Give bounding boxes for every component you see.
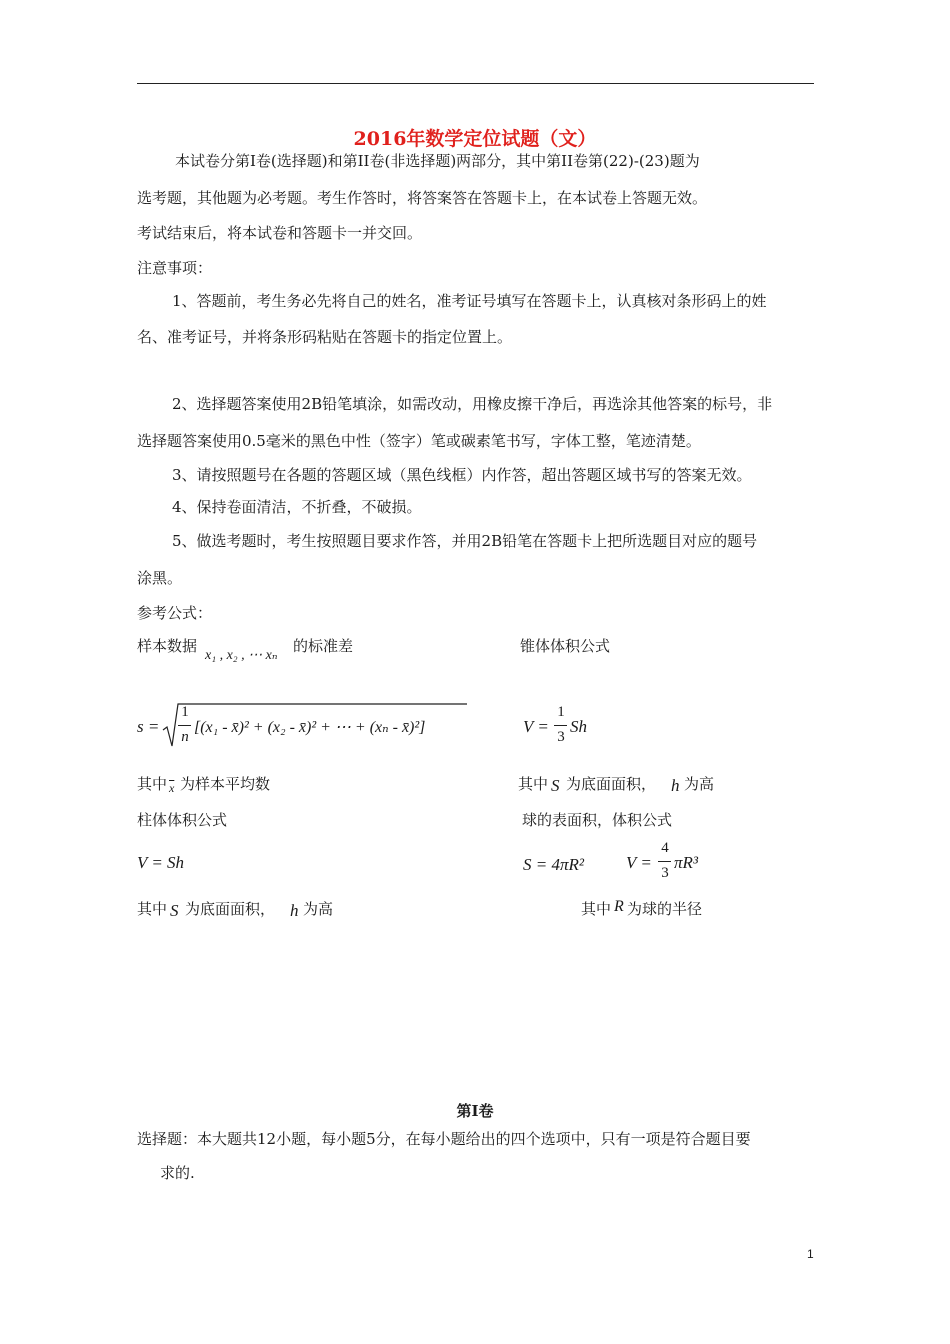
cone-volume-label: 锥体体积公式 <box>520 637 611 655</box>
sphere-where-R: R <box>614 898 624 915</box>
std-frac-den: n <box>181 729 189 745</box>
sphere-vol-rhs: πR³ <box>674 853 698 872</box>
sphere-frac-den: 3 <box>661 865 669 881</box>
formulas-heading: 参考公式： <box>137 604 213 622</box>
cyl-where-S: S <box>170 901 179 920</box>
cone-rhs: Sh <box>570 717 587 736</box>
cone-where-h: h <box>671 776 680 795</box>
notes-heading: 注意事项： <box>137 259 213 277</box>
header-rule <box>137 83 814 84</box>
sphere-where-pre: 其中 <box>581 900 612 918</box>
sphere-vol-lhs: V = <box>626 853 652 872</box>
cone-where-pre: 其中 <box>518 775 549 793</box>
section-desc-line-1: 选择题：本大题共12小题，每小题5分，在每小题给出的四个选项中，只有一项是符合题目要 <box>137 1130 751 1148</box>
cone-lhs: V = <box>523 717 549 736</box>
note-1-line-2: 名、准考证号，并将条形码粘贴在答题卡的指定位置上。 <box>137 328 513 346</box>
sample-sequence: x₁ , x₂ , ⋯ xₙ <box>205 648 278 663</box>
note-5-line-2: 涂黑。 <box>137 569 183 587</box>
page-title: 2016年数学定位试题（文） <box>353 128 597 150</box>
intro-line-1: 本试卷分第I卷(选择题)和第II卷(非选择题)两部分，其中第II卷第(22)-(23)题为 <box>175 152 700 170</box>
cone-frac-num: 1 <box>557 704 565 720</box>
cone-frac-bar <box>554 725 567 726</box>
mean-where-post: 为样本平均数 <box>180 775 271 793</box>
std-frac-num: 1 <box>181 704 189 720</box>
sphere-area-formula: S = 4πR² <box>523 855 584 874</box>
mean-symbol: $\overline{x}$ <box>169 781 175 795</box>
note-4: 4、保持卷面清洁，不折叠，不破损。 <box>172 498 422 516</box>
cone-frac-den: 3 <box>557 729 565 745</box>
section-heading: 第I卷 <box>456 1102 494 1120</box>
cone-where-post: 为高 <box>684 775 715 793</box>
std-label-post: 的标准差 <box>293 637 354 655</box>
cyl-where-mid: 为底面面积， <box>185 900 276 918</box>
note-5-line-1: 5、做选考题时，考生按照题目要求作答，并用2B铅笔在答题卡上把所选题目对应的题号 <box>172 532 758 550</box>
sphere-where-post: 为球的半径 <box>627 900 703 918</box>
section-desc-line-2: 求的. <box>160 1164 195 1182</box>
mean-where-pre: 其中 <box>137 775 168 793</box>
cylinder-formula: V = Sh <box>137 853 185 872</box>
note-2-line-2: 选择题答案使用0.5毫米的黑色中性（签字）笔或碳素笔书写，字体工整，笔迹清楚。 <box>137 432 701 450</box>
sphere-label: 球的表面积，体积公式 <box>522 811 673 829</box>
page-number: 1 <box>807 1247 814 1261</box>
note-1-line-1: 1、答题前，考生务必先将自己的姓名，准考证号填写在答题卡上，认真核对条形码上的姓 <box>172 292 767 310</box>
std-label-pre: 样本数据 <box>137 637 198 655</box>
sphere-frac-num: 4 <box>661 840 669 856</box>
cyl-where-pre: 其中 <box>137 900 168 918</box>
cone-where-mid: 为底面面积， <box>566 775 657 793</box>
std-frac-bar <box>178 725 191 726</box>
intro-line-2: 选考题，其他题为必考题。考生作答时，将答案答在答题卡上，在本试卷上答题无效。 <box>137 189 708 207</box>
intro-line-3: 考试结束后，将本试卷和答题卡一并交回。 <box>137 224 423 242</box>
cyl-where-post: 为高 <box>303 900 334 918</box>
note-2-line-1: 2、选择题答案使用2B铅笔填涂，如需改动，用橡皮擦干净后，再选涂其他答案的标号，非 <box>172 395 773 413</box>
std-body: [(x₁ - x̄)² + (x₂ - x̄)² + ⋯ + (xₙ - x̄)²] <box>194 719 426 736</box>
cyl-where-h: h <box>290 901 299 920</box>
cylinder-volume-label: 柱体体积公式 <box>137 811 228 829</box>
std-lhs: s = <box>137 717 160 736</box>
cone-where-S: S <box>551 776 560 795</box>
note-3: 3、请按照题号在各题的答题区域（黑色线框）内作答，超出答题区域书写的答案无效。 <box>172 466 752 484</box>
sphere-frac-bar <box>658 861 671 862</box>
